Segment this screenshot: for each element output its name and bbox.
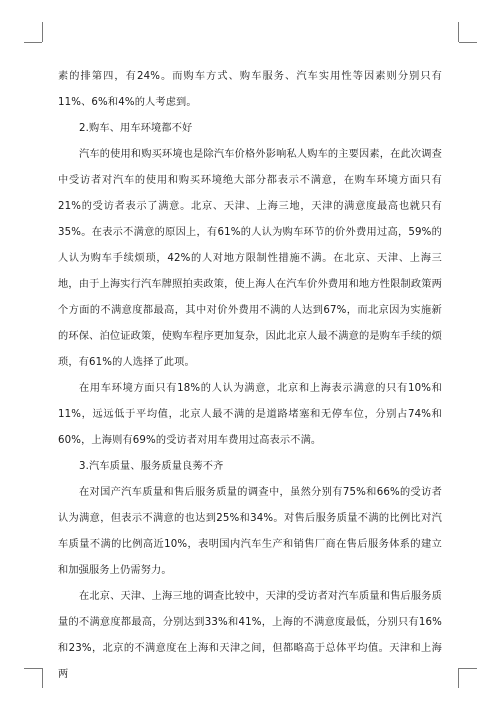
crop-mark-top-right-h [459, 42, 477, 43]
crop-mark-top-left [42, 22, 43, 42]
section-heading-3: 3.汽车质量、服务质量良莠不齐 [79, 461, 224, 472]
body-text [58, 64, 442, 688]
paragraph-continued: 素的排第四，有24%。而购车方式、购车服务、汽车实用性等因素则分别只有11%、6%和4%的人考虑到。 [58, 71, 442, 108]
crop-mark-top-right [458, 22, 459, 42]
section-heading-2: 2.购车、用车环境都不好 [79, 123, 193, 134]
paragraph-usage-environment: 在用车环境方面只有18%的人认为满意，北京和上海表示满意的只有10%和11%，远远低于平均值，北京人最不满的是道路堵塞和无停车位，分别占74%和60%，上海则有69%的受访者对用车费用过高表示不满。 [58, 383, 442, 446]
paragraph-purchase-environment: 汽车的使用和购买环境也是除汽车价格外影响私人购车的主要因素，在此次调查中受访者对汽车的使用和购买环境绝大部分都表示不满意，在购车环境方面只有21%的受访者表示了满意。北京、天津、上海三地，天津的满意度最高也就只有35%。在表示不满意的原因上，有61%的人认为购车环节的价外费用过高，59%的人认为购车手续烦琐，42%的人对地方限制性措施不满。在北京、天津、上海三地，由于上海实行汽车牌照拍卖政策，使上海人在汽车价外费用和地方性限制政策两个方面的不满意度都最高，其中对价外费用不满的人达到67%，而北京因为实施新的环保、泊位证政策，使购车程序更加复杂，因此北京人最不满意的是购车手续的烦琐，有61%的人选择了此项。 [58, 149, 442, 368]
paragraph-city-comparison: 在北京、天津、上海三地的调查比较中，天津的受访者对汽车质量和售后服务质量的不满意度都最高，分别达到33%和41%，上海的不满意度最低，分别只有16%和23%，北京的不满意度在上海和天津之间，但都略高于总体平均值。天津和上海两 [58, 591, 442, 680]
crop-mark-top-left-h [24, 42, 42, 43]
crop-mark-bottom-left [42, 668, 43, 688]
paragraph-quality-survey: 在对国产汽车质量和售后服务质量的调查中，虽然分别有75%和66%的受访者认为满意，但表示不满意的也达到25%和34%。对售后服务质量不满的比例比对汽车质量不满的比例高近10%，表明国内汽车生产和销售厂商在售后服务体系的建立和加强服务上仍需努力。 [58, 487, 442, 576]
crop-mark-bottom-right-h [459, 668, 477, 669]
crop-mark-bottom-right [458, 668, 459, 688]
crop-mark-bottom-left-h [24, 668, 42, 669]
